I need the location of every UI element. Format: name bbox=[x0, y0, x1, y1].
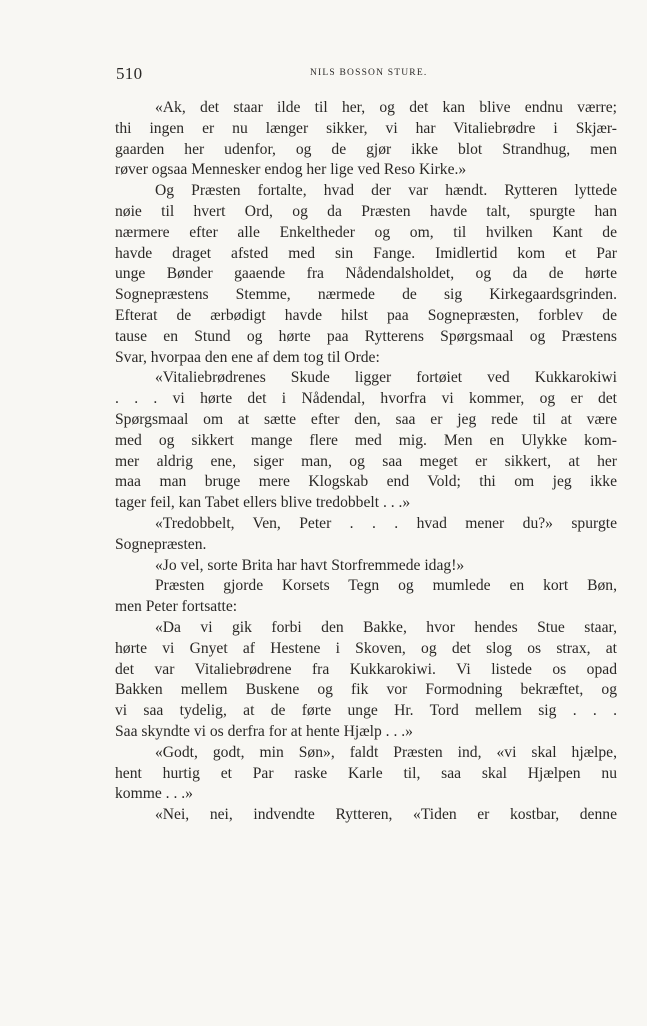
text-line: komme . . .» bbox=[115, 785, 193, 803]
text-line: «Da vi gik forbi den Bakke, hvor hendes Stue staar, bbox=[155, 618, 617, 636]
text-line: «Jo vel, sorte Brita har havt Storfremmede idag!» bbox=[155, 556, 465, 574]
text-line: vi saa tydelig, at de førte unge Hr. Tord mellem sig . . . bbox=[115, 702, 617, 720]
text-line: unge Bønder gaaende fra Nådendalsholdet, og da de hørte bbox=[115, 265, 617, 283]
page-header bbox=[116, 64, 616, 86]
text-line: tager feil, kan Tabet ellers blive tredobbelt . . .» bbox=[115, 494, 411, 512]
text-line: «Ak, det staar ilde til her, og det kan blive endnu værre; bbox=[155, 99, 617, 116]
text-line: maa man bruge mere Klogskab end Vold; thi om jeg ikke bbox=[115, 473, 617, 491]
text-line: Saa skyndte vi os derfra for at hente Hjælp . . .» bbox=[115, 722, 413, 740]
text-line: Og Præsten fortalte, hvad der var hændt. Rytteren lyttede bbox=[155, 182, 617, 200]
text-line: «Tredobbelt, Ven, Peter . . . hvad mener du?» spurgte bbox=[155, 514, 617, 532]
text-line: . . . vi hørte det i Nådendal, hvorfra vi kommer, og er det bbox=[115, 390, 617, 408]
text-line: Præsten gjorde Korsets Tegn og mumlede en kort Bøn, bbox=[155, 577, 617, 595]
text-line: mer aldrig ene, siger man, og saa meget er sikkert, at her bbox=[115, 452, 617, 470]
text-line: det var Vitaliebrødrene fra Kukkarokiwi. Vi listede os opad bbox=[115, 660, 617, 678]
running-title: NILS BOSSON STURE. bbox=[310, 68, 428, 78]
text-line: Sognepræstens Stemme, nærmede de sig Kirkegaardsgrinden. bbox=[115, 286, 617, 304]
text-line: «Nei, nei, indvendte Rytteren, «Tiden er kostbar, denne bbox=[155, 806, 617, 824]
text-line: Spørgsmaal om at sætte efter den, saa er jeg rede til at være bbox=[115, 410, 617, 428]
text-line: Bakken mellem Buskene og fik vor Formodning bekræftet, og bbox=[115, 681, 617, 699]
text-line: havde draget afsted med sin Fange. Imidlertid kom et Par bbox=[115, 244, 617, 262]
text-line: med og sikkert mange flere med mig. Men en Ulykke kom- bbox=[115, 431, 617, 449]
text-line: nærmere efter alle Enkeltheder og om, til hvilken Kant de bbox=[115, 223, 617, 241]
body-text bbox=[115, 98, 617, 826]
text-line: nøie til hvert Ord, og da Præsten havde talt, spurgte han bbox=[115, 202, 617, 220]
text-line: gaarden her udenfor, og de gjør ikke blot Strandhug, men bbox=[115, 140, 617, 158]
page-number: 510 bbox=[116, 64, 143, 83]
text-line: tause en Stund og hørte paa Rytterens Spørgsmaal og Præstens bbox=[115, 327, 617, 345]
text-line: «Godt, godt, min Søn», faldt Præsten ind, «vi skal hjælpe, bbox=[155, 743, 617, 761]
text-line: hørte vi Gnyet af Hestene i Skoven, og det slog os strax, at bbox=[115, 639, 617, 657]
text-line: men Peter fortsatte: bbox=[115, 598, 238, 616]
text-line: «Vitaliebrødrenes Skude ligger fortøiet ved Kukkarokiwi bbox=[155, 369, 617, 387]
text-line: røver ogsaa Mennesker endog her lige ved Reso Kirke.» bbox=[115, 161, 467, 179]
text-line: Sognepræsten. bbox=[115, 535, 207, 553]
text-line: Efterat de ærbødigt havde hilst paa Sognepræsten, forblev de bbox=[115, 306, 617, 324]
text-line: hent hurtig et Par raske Karle til, saa skal Hjælpen nu bbox=[115, 764, 617, 782]
text-line: Svar, hvorpaa den ene af dem tog til Orde: bbox=[115, 348, 380, 366]
text-line: thi ingen er nu længer sikker, vi har Vitaliebrødre i Skjær- bbox=[115, 119, 617, 137]
